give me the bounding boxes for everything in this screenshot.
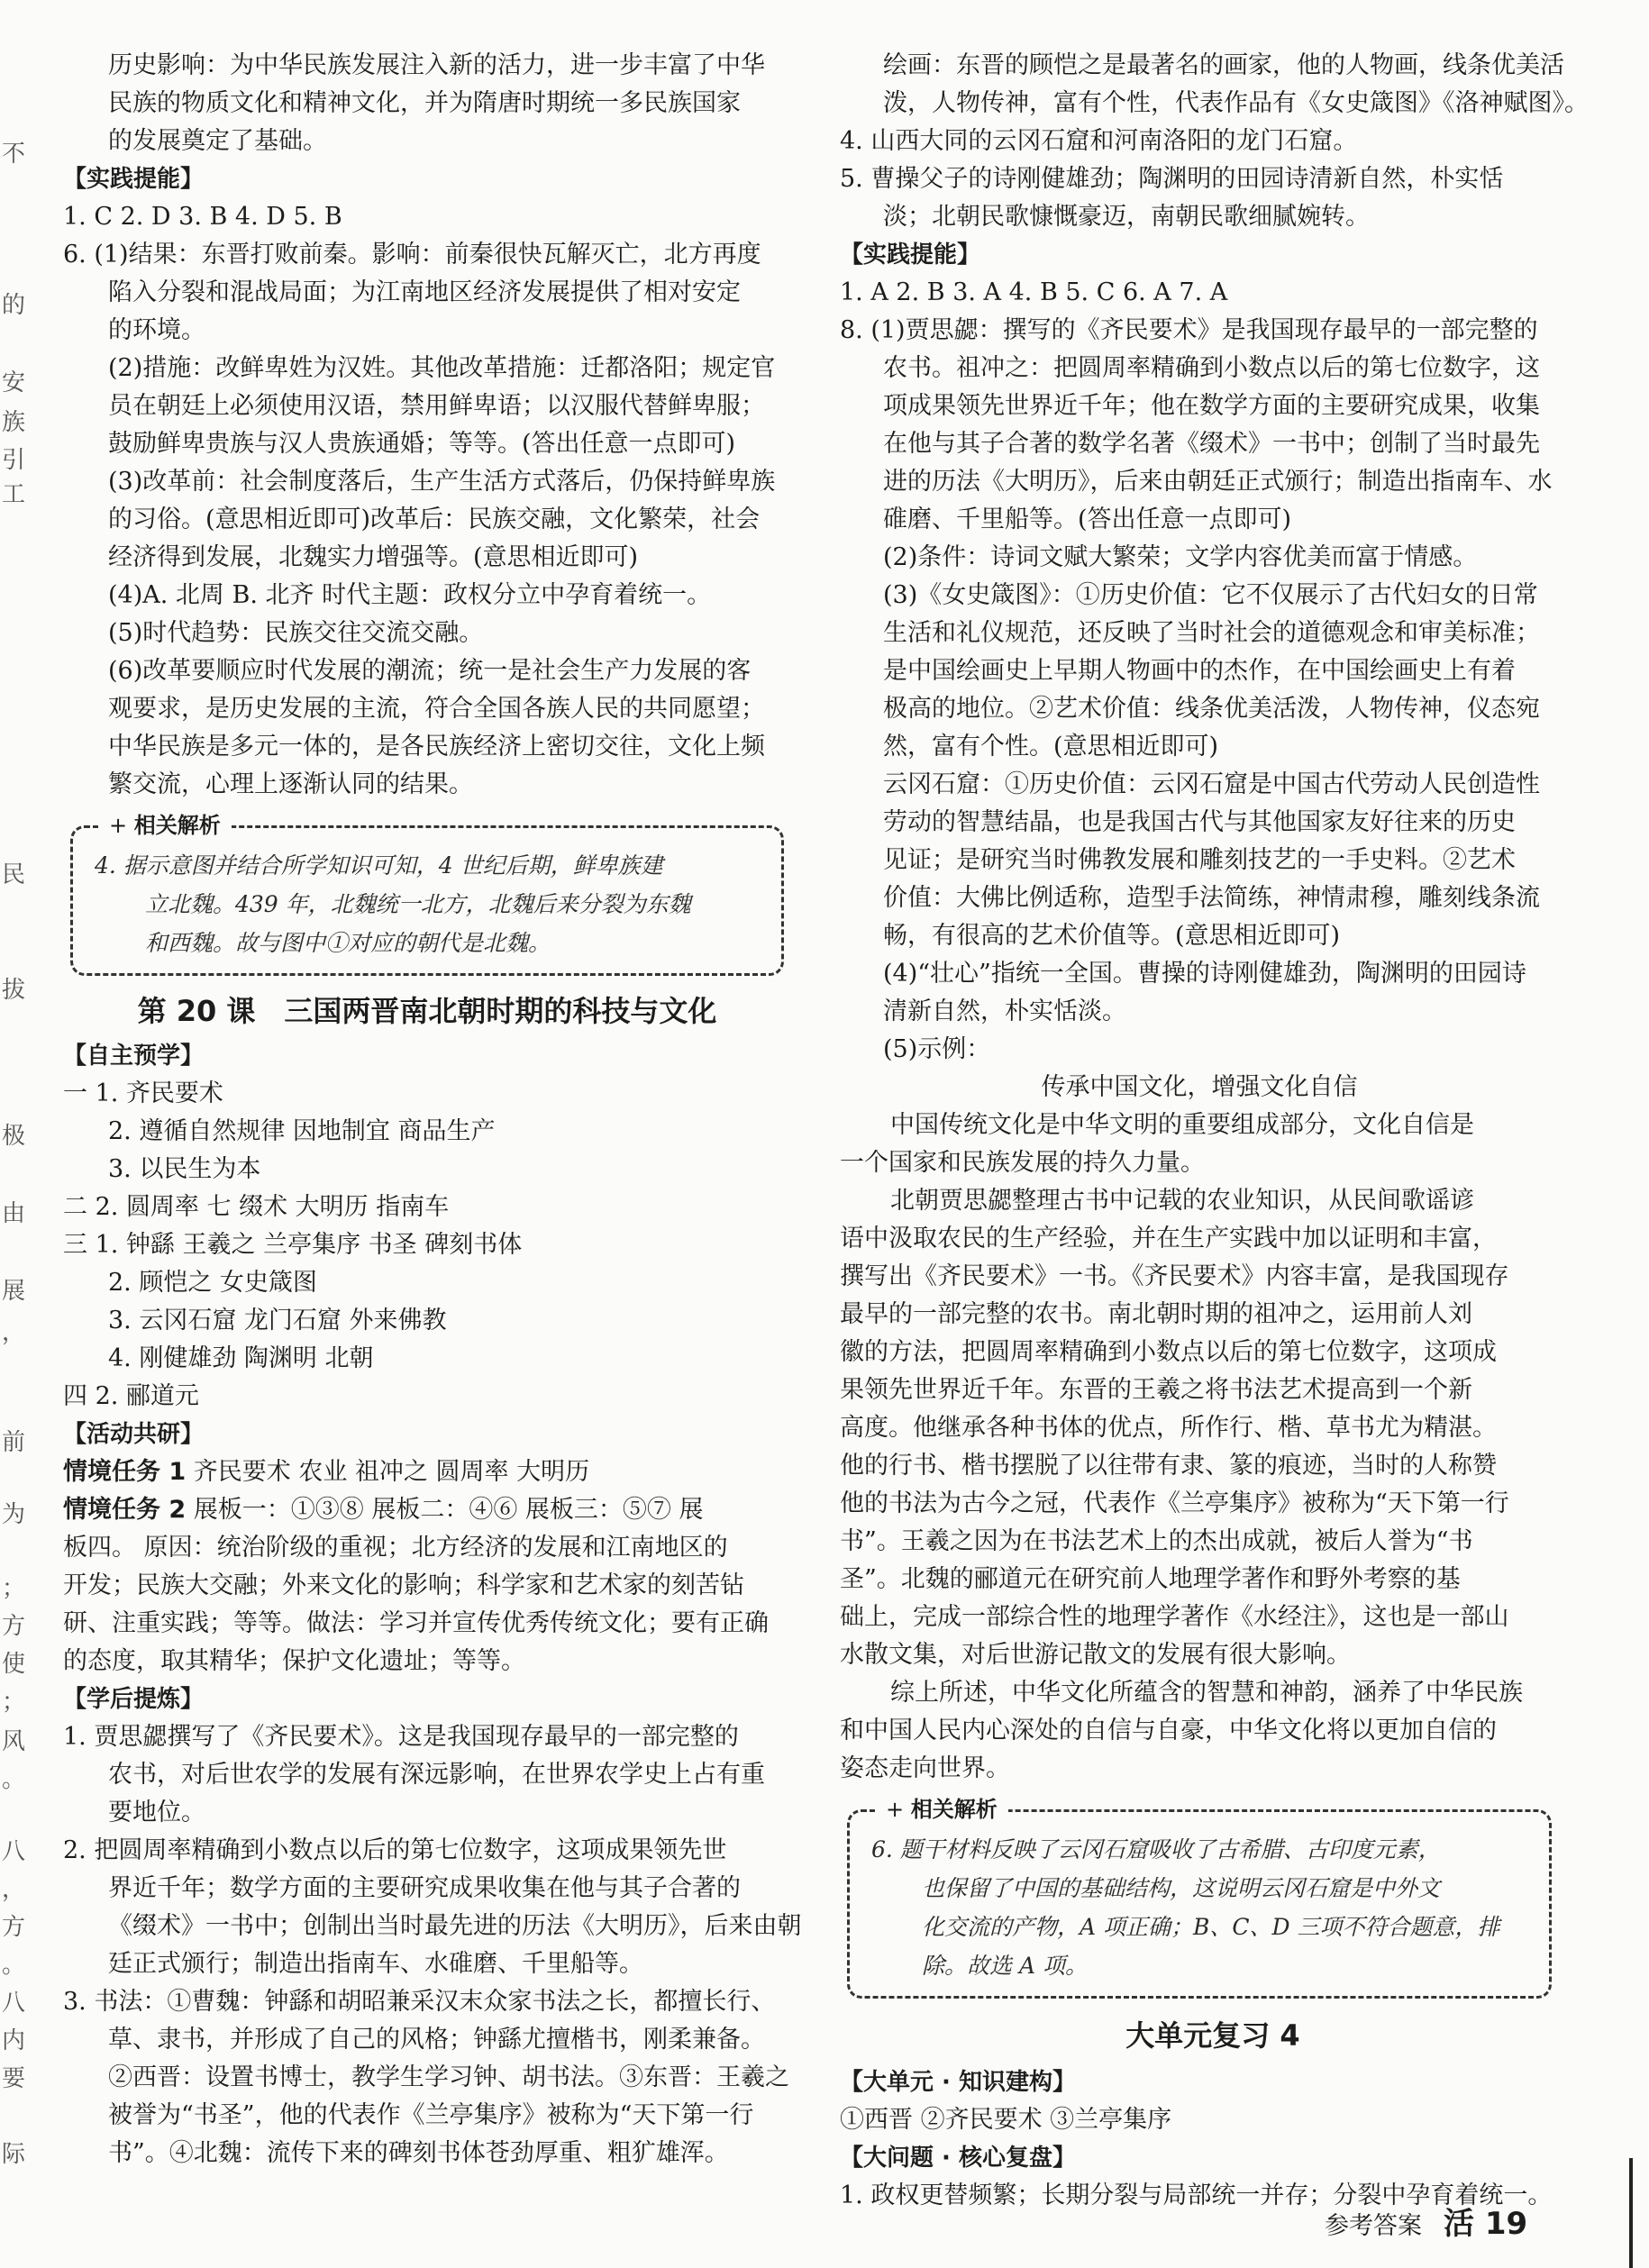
analysis-box <box>847 1797 1552 1999</box>
answer-line: 畅，有很高的艺术价值等。(意思相近即可) <box>883 922 1341 950</box>
answer-line: 经济得到发展，北魏实力增强等。(意思相近即可) <box>108 543 639 571</box>
answer-line: 开发；民族大交融；外来文化的影响；科学家和艺术家的刻苦钻 <box>63 1571 744 1599</box>
essay-line: 中国传统文化是中华文明的重要组成部分，文化自信是 <box>890 1111 1474 1139</box>
answer-line: (3)改革前：社会制度落后，生产生活方式落后，仍保持鲜卑族 <box>108 468 776 496</box>
essay-line: 他的行书、楷书摆脱了以往带有隶、篆的痕迹，当时的人称赞 <box>840 1452 1497 1480</box>
margin-fragment: 引 <box>2 447 26 474</box>
essay-line: 徽的方法，把圆周率精确到小数点以后的第七位数字，这项成 <box>840 1338 1497 1366</box>
essay-line: 圣”。北魏的郦道元在研究前人地理学著作和野外考察的基 <box>840 1565 1461 1593</box>
margin-fragment: 拔 <box>2 977 26 1004</box>
answer-line: 碓磨、千里船等。(答出任意一点即可) <box>883 506 1292 533</box>
text-line: 民族的物质文化和精神文化，并为隋唐时期统一多民族国家 <box>108 89 741 117</box>
section-heading-preview: 【自主预学】 <box>63 1043 205 1070</box>
answer-line: 极高的地位。②艺术价值：线条优美活泼，人物传神，仪态宛 <box>883 695 1540 723</box>
answer-line: (5)示例： <box>883 1035 991 1063</box>
answer-line: 鼓励鲜卑贵族与汉人贵族通婚；等等。(答出任意一点即可) <box>108 430 736 458</box>
page-edge-rule <box>1629 2158 1633 2268</box>
analysis-line: 立北魏。439 年，北魏统一北方，北魏后来分裂为东魏 <box>145 891 691 917</box>
essay-line: 最早的一部完整的农书。南北朝时期的祖冲之，运用前人刘 <box>840 1300 1472 1328</box>
task-label: 情境任务 2 <box>63 1496 187 1524</box>
analysis-line: 也保留了中国的基础结构，这说明云冈石窟是中外文 <box>922 1875 1441 1901</box>
margin-fragment: 展 <box>2 1278 26 1305</box>
answer-line: 云冈石窟：①历史价值：云冈石窟是中国古代劳动人民创造性 <box>883 770 1540 798</box>
margin-fragment: 要 <box>2 2065 26 2092</box>
left-margin-fragments <box>0 0 54 2268</box>
answer-line: 4. 山西大同的云冈石窟和河南洛阳的龙门石窟。 <box>840 127 1358 155</box>
left-column <box>63 47 802 2172</box>
analysis-line: 6. 题干材料反映了云冈石窟吸收了古希腊、古印度元素， <box>871 1836 1441 1863</box>
answer-line: 见证；是研究当时佛教发展和雕刻技艺的一手史料。②艺术 <box>883 846 1516 874</box>
answer-line: 2. 遵循自然规律 因地制宜 商品生产 <box>108 1117 496 1145</box>
answer-line: 是中国绘画史上早期人物画中的杰作，在中国绘画史上有着 <box>883 657 1516 685</box>
answer-line: 观要求，是历史发展的主流，符合全国各族人民的共同愿望； <box>108 695 765 723</box>
answer-line: 中华民族是多元一体的，是各民族经济上密切交往，文化上频 <box>108 733 765 761</box>
answer-line: 泼，人物传神，富有个性，代表作品有《女史箴图》《洛神赋图》。 <box>883 89 1589 117</box>
answer-line: 板四。 原因：统治阶级的重视；北方经济的发展和江南地区的 <box>63 1534 728 1562</box>
answer-line: 一 1. 齐民要术 <box>63 1079 223 1107</box>
margin-fragment: 由 <box>2 1200 26 1227</box>
answer-line: 劳动的智慧结晶，也是我国古代与其他国家友好往来的历史 <box>883 808 1516 836</box>
answer-line: 生活和礼仪规范，还反映了当时社会的道德观念和审美标准； <box>883 619 1540 647</box>
task-label: 情境任务 1 <box>63 1458 187 1486</box>
answer-line: 界近千年；数学方面的主要研究成果收集在他与其子合著的 <box>108 1874 741 1902</box>
margin-fragment: 八 <box>2 1838 26 1865</box>
essay-line: 他的书法为古今之冠，代表作《兰亭集序》被称为“天下第一行 <box>840 1489 1509 1517</box>
analysis-label: + 相关解析 <box>875 1794 1008 1825</box>
margin-fragment: 前 <box>2 1429 26 1456</box>
answer-line: 3. 书法：①曹魏：钟繇和胡昭兼采汉末众家书法之长，都擅长行、 <box>63 1988 776 2016</box>
essay-line: 撰写出《齐民要术》一书。《齐民要术》内容丰富，是我国现存 <box>840 1262 1509 1290</box>
margin-fragment: 为 <box>2 1501 26 1528</box>
unit-review-title: 大单元复习 4 <box>1125 2018 1300 2053</box>
task-line <box>63 1491 791 1529</box>
answer-line: 清新自然，朴实恬淡。 <box>883 997 1126 1025</box>
analysis-line: 化交流的产物，A 项正确；B、C、D 三项不符合题意，排 <box>922 1914 1500 1940</box>
answer-line: 价值：大佛比例适称，造型手法简练，神情肃穆，雕刻线条流 <box>883 884 1540 912</box>
margin-fragment: 。 <box>2 1952 26 1979</box>
answer-line: 三 1. 钟繇 王羲之 兰亭集序 书圣 碑刻书体 <box>63 1231 523 1259</box>
analysis-line: 除。故选 A 项。 <box>922 1953 1088 1979</box>
margin-fragment: 使 <box>2 1651 26 1678</box>
margin-fragment: 内 <box>2 2027 26 2054</box>
margin-fragment: 安 <box>2 369 26 396</box>
answer-line: 1. A 2. B 3. A 4. B 5. C 6. A 7. A <box>840 278 1228 306</box>
answer-line: 农书。祖冲之：把圆周率精确到小数点以后的第七位数字，这 <box>883 354 1540 382</box>
answer-line: (6)改革要顺应时代发展的潮流；统一是社会生产力发展的客 <box>108 657 752 685</box>
margin-fragment: ， <box>2 1319 26 1346</box>
answer-line: 1. 政权更替频繁；长期分裂与局部统一并存；分裂中孕育着统一。 <box>840 2181 1553 2209</box>
essay-line: 北朝贾思勰整理古书中记载的农业知识，从民间歌谣谚 <box>890 1187 1474 1215</box>
answer-line: 2. 把圆周率精确到小数点以后的第七位数字，这项成果领先世 <box>63 1836 727 1864</box>
essay-line: 一个国家和民族发展的持久力量。 <box>840 1149 1205 1177</box>
section-heading-review: 【学后提炼】 <box>63 1686 205 1713</box>
answer-line: 6. (1)结果：东晋打败前秦。影响：前秦很快瓦解灭亡，北方再度 <box>63 241 761 269</box>
margin-fragment: 风 <box>2 1728 26 1755</box>
essay-line: 础上，完成一部综合性的地理学著作《水经注》，这也是一部山 <box>840 1603 1509 1631</box>
answer-line: (4)“壮心”指统一全国。曹操的诗刚健雄劲，陶渊明的田园诗 <box>883 960 1526 988</box>
task-text: 展板一：①③⑧ 展板二：④⑥ 展板三：⑤⑦ 展 <box>186 1496 704 1524</box>
answer-line: 5. 曹操父子的诗刚健雄劲；陶渊明的田园诗清新自然，朴实恬 <box>840 165 1504 193</box>
answer-line: 2. 顾恺之 女史箴图 <box>108 1269 317 1297</box>
answer-line: 淡；北朝民歌慷慨豪迈，南朝民歌细腻婉转。 <box>883 203 1370 231</box>
answer-line: 的环境。 <box>108 316 205 344</box>
margin-fragment: 际 <box>2 2141 26 2168</box>
essay-title: 传承中国文化，增强文化自信 <box>1041 1073 1358 1101</box>
answer-line: 项成果领先世界近千年；他在数学方面的主要研究成果，收集 <box>883 392 1540 420</box>
essay-line: 高度。他继承各种书体的优点，所作行、楷、草书尤为精湛。 <box>840 1414 1497 1442</box>
answer-line: (4)A. 北周 B. 北齐 时代主题：政权分立中孕育着统一。 <box>108 581 712 609</box>
margin-fragment: 。 <box>2 1766 26 1793</box>
answer-line: (5)时代趋势：民族交往交流交融。 <box>108 619 484 647</box>
margin-fragment: ； <box>2 1575 26 1602</box>
answer-line: 员在朝廷上必须使用汉语，禁用鲜卑语；以汉服代替鲜卑服； <box>108 392 765 420</box>
answer-line: 二 2. 圆周率 七 缀术 大明历 指南车 <box>63 1193 450 1221</box>
page-number: 活 19 <box>1444 2206 1528 2242</box>
text-line: 的发展奠定了基础。 <box>108 127 327 155</box>
section-heading-unit: 【大单元 · 知识建构】 <box>840 2069 1076 2096</box>
essay-line: 水散文集，对后世游记散文的发展有很大影响。 <box>840 1641 1351 1669</box>
answer-line: 草、隶书，并形成了自己的风格；钟繇尤擅楷书，刚柔兼备。 <box>108 2026 765 2054</box>
answer-line: 绘画：东晋的顾恺之是最著名的画家，他的人物画，线条优美活 <box>883 51 1564 79</box>
section-heading-practice: 【实践提能】 <box>63 166 205 193</box>
essay-line: 综上所述，中华文化所蕴含的智慧和神韵，涵养了中华民族 <box>890 1679 1523 1707</box>
answer-line: 书”。④北魏：流传下来的碑刻书体苍劲厚重、粗犷雄浑。 <box>108 2139 729 2167</box>
essay-line: 姿态走向世界。 <box>840 1754 1010 1782</box>
answer-line: 的习俗。(意思相近即可)改革后：民族交融，文化繁荣，社会 <box>108 506 761 533</box>
right-column <box>840 47 1589 2215</box>
answer-line: (3)《女史箴图》：①历史价值：它不仅展示了古代妇女的日常 <box>883 581 1538 609</box>
answer-line: 在他与其子合著的数学名著《缀术》一书中；创制了当时最先 <box>883 430 1540 458</box>
analysis-box <box>70 813 784 976</box>
margin-fragment: 方 <box>2 1914 26 1941</box>
essay-line: 语中汲取农民的生产经验，并在生产实践中加以证明和丰富， <box>840 1225 1497 1252</box>
section-heading-practice: 【实践提能】 <box>840 241 981 269</box>
essay-line: 和中国人民内心深处的自信与自豪，中华文化将以更加自信的 <box>840 1717 1497 1744</box>
margin-fragment: 极 <box>2 1123 26 1150</box>
answer-line: 《缀术》一书中；创制出当时最先进的历法《大明历》，后来由朝 <box>108 1912 802 1940</box>
answer-line: 陷入分裂和混战局面；为江南地区经济发展提供了相对安定 <box>108 278 741 306</box>
answer-line: 农书，对后世农学的发展有深远影响，在世界农学史上占有重 <box>108 1761 765 1789</box>
section-heading-activity: 【活动共研】 <box>63 1421 205 1448</box>
margin-fragment: 八 <box>2 1990 26 2017</box>
answer-line: 3. 以民生为本 <box>108 1155 261 1183</box>
answer-line: (2)条件：诗词文赋大繁荣；文学内容优美而富于情感。 <box>883 543 1478 571</box>
essay-line: 书”。王羲之因为在书法艺术上的杰出成就，被后人誉为“书 <box>840 1527 1473 1555</box>
section-heading-core: 【大问题 · 核心复盘】 <box>840 2145 1076 2172</box>
essay-line: 果领先世界近千年。东晋的王羲之将书法艺术提高到一个新 <box>840 1376 1472 1404</box>
analysis-label: + 相关解析 <box>98 810 232 841</box>
answer-line: 的态度，取其精华；保护文化遗址；等等。 <box>63 1647 525 1675</box>
answer-line: 1. 贾思勰撰写了《齐民要术》。这是我国现存最早的一部完整的 <box>63 1723 739 1751</box>
answer-line: 进的历法《大明历》，后来由朝廷正式颁行；制造出指南车、水 <box>883 468 1553 496</box>
text-line: 历史影响：为中华民族发展注入新的活力，进一步丰富了中华 <box>108 51 765 79</box>
answer-line: ②西晋：设置书博士，教学生学习钟、胡书法。③东晋：王羲之 <box>108 2063 789 2091</box>
answer-line: 然，富有个性。(意思相近即可) <box>883 733 1219 761</box>
margin-fragment: ， <box>2 1876 26 1903</box>
answer-line: 研、注重实践；等等。做法：学习并宣传优秀传统文化；要有正确 <box>63 1609 769 1637</box>
margin-fragment: 的 <box>2 292 26 319</box>
answer-line: 繁交流，心理上逐渐认同的结果。 <box>108 770 473 798</box>
answer-line: 廷正式颁行；制造出指南车、水碓磨、千里船等。 <box>108 1950 643 1978</box>
answer-line: 四 2. 郦道元 <box>63 1382 199 1410</box>
margin-fragment: 族 <box>2 409 26 436</box>
answer-line: 3. 云冈石窟 龙门石窟 外来佛教 <box>108 1307 447 1334</box>
margin-fragment: 工 <box>2 481 26 508</box>
answer-line: 8. (1)贾思勰：撰写的《齐民要术》是我国现存最早的一部完整的 <box>840 316 1538 344</box>
footer-label: 参考答案 <box>1325 2212 1422 2240</box>
answer-line: 4. 刚健雄劲 陶渊明 北朝 <box>108 1344 374 1372</box>
margin-fragment: 不 <box>2 141 26 168</box>
answer-line: ①西晋 ②齐民要术 ③兰亭集序 <box>840 2106 1172 2134</box>
analysis-line: 和西魏。故与图中①对应的朝代是北魏。 <box>145 930 551 956</box>
page-footer <box>1325 2199 1527 2243</box>
task-line <box>63 1453 791 1491</box>
answer-line: 1. C 2. D 3. B 4. D 5. B <box>63 203 342 231</box>
answer-line: 被誉为“书圣”，他的代表作《兰亭集序》被称为“天下第一行 <box>108 2101 754 2129</box>
task-text: 齐民要术 农业 祖冲之 圆周率 大明历 <box>186 1458 590 1486</box>
margin-fragment: ； <box>2 1689 26 1716</box>
margin-fragment: 方 <box>2 1613 26 1640</box>
lesson-title: 第 20 课 三国两晋南北朝时期的科技与文化 <box>137 994 717 1028</box>
margin-fragment: 民 <box>2 861 26 888</box>
answer-line: 要地位。 <box>108 1799 205 1826</box>
analysis-line: 4. 据示意图并结合所学知识可知，4 世纪后期，鲜卑族建 <box>95 852 663 879</box>
answer-line: (2)措施：改鲜卑姓为汉姓。其他改革措施：迁都洛阳；规定官 <box>108 354 776 382</box>
